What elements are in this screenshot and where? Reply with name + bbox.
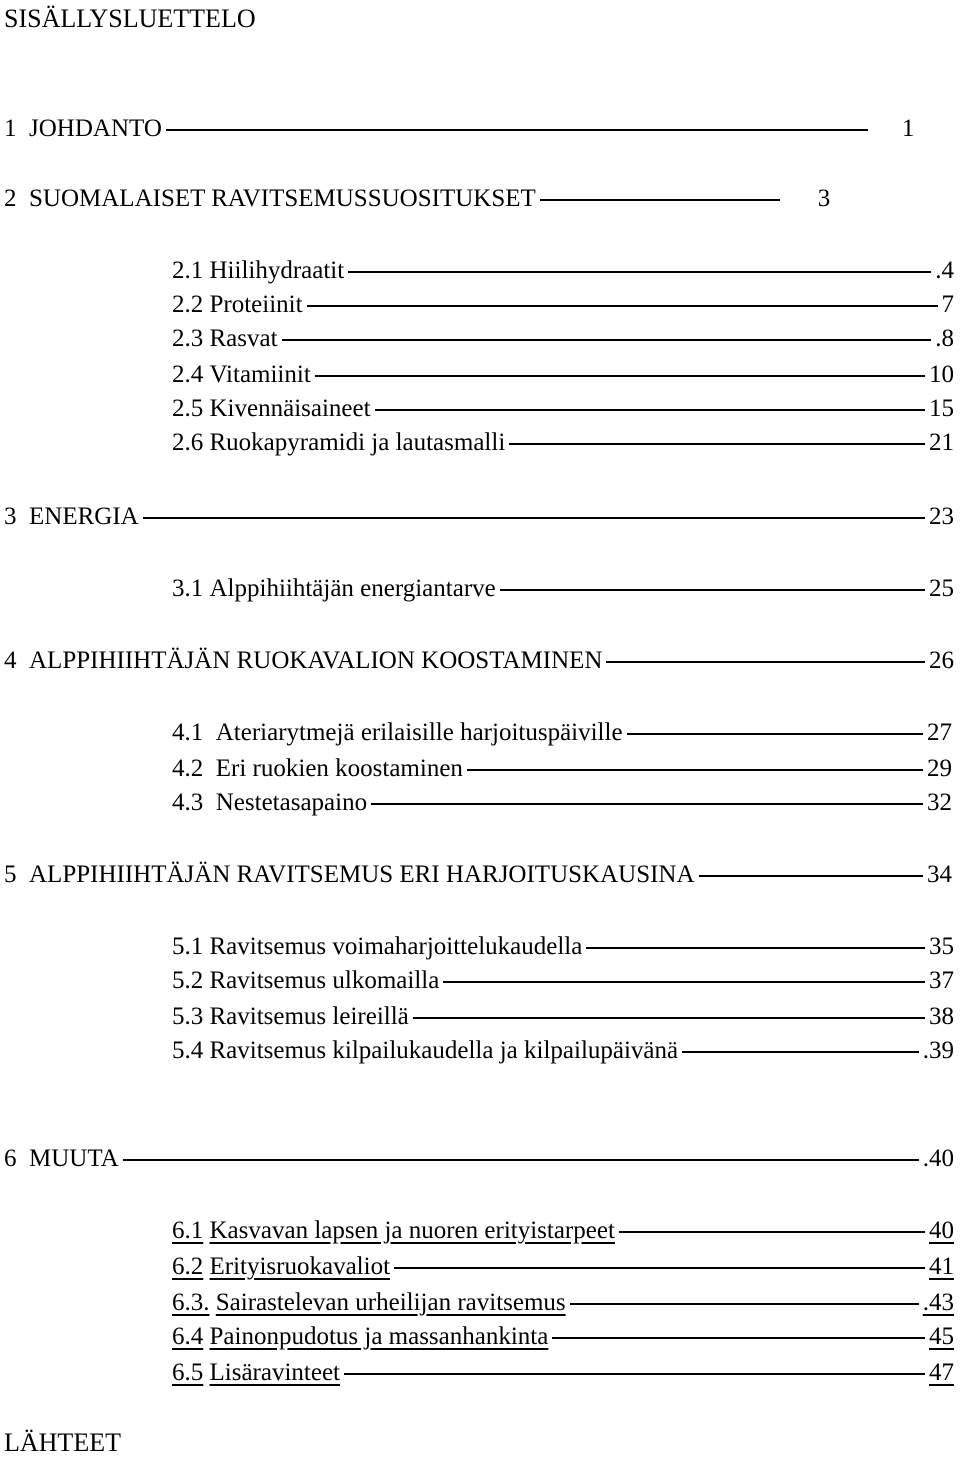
dot-leader xyxy=(467,769,923,771)
entry-number: 6.2 xyxy=(172,1253,204,1280)
toc-entry-5-2[interactable] xyxy=(172,968,954,993)
toc-heading: SISÄLLYSLUETTELO xyxy=(4,4,256,33)
entry-number: 2.1 xyxy=(172,257,204,284)
entry-number: 3.1 xyxy=(172,575,204,602)
entry-title: Ravitsemus ulkomailla xyxy=(209,967,440,994)
entry-title: Alppihiihtäjän energiantarve xyxy=(209,575,496,602)
entry-page: .43 xyxy=(922,1289,954,1316)
entry-page: .39 xyxy=(922,1037,954,1064)
toc-entry-4-3[interactable] xyxy=(172,790,952,815)
toc-entry-5-4[interactable] xyxy=(172,1038,954,1063)
entry-page: 37 xyxy=(929,967,954,994)
toc-entry-1[interactable] xyxy=(4,116,956,141)
entry-page: 7 xyxy=(941,291,954,318)
entry-number: 2.2 xyxy=(172,291,204,318)
entry-number: 5.1 xyxy=(172,933,204,960)
entry-title: Eri ruokien koostaminen xyxy=(215,755,463,782)
entry-page: 45 xyxy=(929,1323,954,1350)
entry-page: .4 xyxy=(935,257,954,284)
dot-leader xyxy=(282,339,932,341)
dot-leader xyxy=(540,199,780,201)
dot-leader xyxy=(371,803,923,805)
entry-title: Ravitsemus voimaharjoittelukaudella xyxy=(209,933,583,960)
toc-entry-2-2[interactable] xyxy=(172,292,954,317)
entry-title: MUUTA xyxy=(29,1145,119,1172)
toc-entry-5-1[interactable] xyxy=(172,934,954,959)
toc-entry-2-6[interactable] xyxy=(172,430,954,455)
entry-number: 4.1 xyxy=(172,719,204,746)
dot-leader xyxy=(394,1267,925,1269)
toc-entry-2-3[interactable] xyxy=(172,326,954,351)
dot-leader xyxy=(315,375,925,377)
entry-page: 1 xyxy=(901,115,915,142)
entry-page: 15 xyxy=(929,395,954,422)
toc-entry-2-5[interactable] xyxy=(172,396,954,421)
entry-title: Ruokapyramidi ja lautasmalli xyxy=(209,429,506,456)
entry-number: 4.3 xyxy=(172,789,204,816)
toc-entry-6[interactable] xyxy=(4,1146,954,1171)
toc-entry-6-1[interactable] xyxy=(172,1218,954,1243)
entry-number: 4.2 xyxy=(172,755,204,782)
entry-page: 35 xyxy=(929,933,954,960)
entry-title: Kivennäisaineet xyxy=(209,395,371,422)
entry-page: 26 xyxy=(929,647,954,674)
entry-title: Kasvavan lapsen ja nuoren erityistarpeet xyxy=(209,1217,615,1244)
entry-page: 3 xyxy=(817,185,831,212)
entry-number: 2.4 xyxy=(172,361,204,388)
toc-entry-4[interactable] xyxy=(4,648,954,673)
toc-entry-3-1[interactable] xyxy=(172,576,954,601)
dot-leader xyxy=(307,305,938,307)
entry-number: 1 xyxy=(4,115,17,142)
entry-number: 5.4 xyxy=(172,1037,204,1064)
toc-entry-2-1[interactable] xyxy=(172,258,954,283)
entry-number: 2.6 xyxy=(172,429,204,456)
dot-leader xyxy=(619,1231,925,1233)
entry-number: 5 xyxy=(4,861,17,888)
toc-entry-5[interactable] xyxy=(4,862,952,887)
toc-entry-2[interactable] xyxy=(4,186,956,211)
entry-page: 32 xyxy=(927,789,952,816)
toc-entry-4-1[interactable] xyxy=(172,720,952,745)
entry-title: ALPPIHIIHTÄJÄN RUOKAVALION KOOSTAMINEN xyxy=(29,647,603,674)
dot-leader xyxy=(682,1051,919,1053)
entry-title: Nestetasapaino xyxy=(215,789,368,816)
toc-entry-5-3[interactable] xyxy=(172,1004,954,1029)
entry-page: 23 xyxy=(929,503,954,530)
toc-entry-6-4[interactable] xyxy=(172,1324,954,1349)
entry-page: .8 xyxy=(935,325,954,352)
entry-number: 6 xyxy=(4,1145,17,1172)
dot-leader xyxy=(570,1303,919,1305)
entry-title: Erityisruokavaliot xyxy=(209,1253,391,1280)
entry-page: 10 xyxy=(929,361,954,388)
dot-leader xyxy=(375,409,925,411)
entry-page: 40 xyxy=(929,1217,954,1244)
references-heading: LÄHTEET xyxy=(4,1428,121,1457)
entry-title: JOHDANTO xyxy=(29,115,162,142)
dot-leader xyxy=(166,129,868,131)
dot-leader xyxy=(123,1159,919,1161)
toc-entry-2-4[interactable] xyxy=(172,362,954,387)
entry-title: Sairastelevan urheilijan ravitsemus xyxy=(215,1289,566,1316)
entry-page: .40 xyxy=(922,1145,954,1172)
dot-leader xyxy=(699,875,923,877)
toc-entry-6-2[interactable] xyxy=(172,1254,954,1279)
entry-title: Ravitsemus leireillä xyxy=(209,1003,409,1030)
entry-number: 3 xyxy=(4,503,17,530)
entry-title: Ravitsemus kilpailukaudella ja kilpailupäivänä xyxy=(209,1037,679,1064)
dot-leader xyxy=(348,271,931,273)
toc-entry-4-2[interactable] xyxy=(172,756,952,781)
entry-page: 27 xyxy=(927,719,952,746)
entry-page: 47 xyxy=(929,1359,954,1386)
entry-title: Vitamiinit xyxy=(209,361,311,388)
entry-title: Painonpudotus ja massanhankinta xyxy=(209,1323,549,1350)
dot-leader xyxy=(586,947,925,949)
entry-title: ENERGIA xyxy=(29,503,139,530)
dot-leader xyxy=(143,517,925,519)
entry-number: 6.5 xyxy=(172,1359,204,1386)
entry-title: Ateriarytmejä erilaisille harjoituspäiville xyxy=(215,719,623,746)
entry-title: Proteiinit xyxy=(209,291,303,318)
entry-number: 2 xyxy=(4,185,17,212)
entry-page: 29 xyxy=(927,755,952,782)
dot-leader xyxy=(552,1337,925,1339)
toc-entry-6-3[interactable] xyxy=(172,1290,954,1315)
entry-title: Rasvat xyxy=(209,325,278,352)
entry-number: 6.3. xyxy=(172,1289,210,1316)
dot-leader xyxy=(606,661,925,663)
dot-leader xyxy=(413,1017,925,1019)
entry-title: Lisäravinteet xyxy=(209,1359,340,1386)
dot-leader xyxy=(443,981,925,983)
entry-number: 2.5 xyxy=(172,395,204,422)
dot-leader xyxy=(509,443,925,445)
entry-page: 21 xyxy=(929,429,954,456)
entry-number: 2.3 xyxy=(172,325,204,352)
entry-number: 4 xyxy=(4,647,17,674)
entry-page: 41 xyxy=(929,1253,954,1280)
entry-title: Hiilihydraatit xyxy=(209,257,345,284)
entry-title: SUOMALAISET RAVITSEMUSSUOSITUKSET xyxy=(29,185,536,212)
entry-page: 25 xyxy=(929,575,954,602)
entry-page: 38 xyxy=(929,1003,954,1030)
entry-number: 6.4 xyxy=(172,1323,204,1350)
toc-entry-3[interactable] xyxy=(4,504,954,529)
entry-title: ALPPIHIIHTÄJÄN RAVITSEMUS ERI HARJOITUSKAUSINA xyxy=(29,861,695,888)
entry-number: 6.1 xyxy=(172,1217,204,1244)
dot-leader xyxy=(627,733,923,735)
entry-number: 5.2 xyxy=(172,967,204,994)
dot-leader xyxy=(500,589,925,591)
entry-number: 5.3 xyxy=(172,1003,204,1030)
entry-page: 34 xyxy=(927,861,952,888)
dot-leader xyxy=(344,1373,925,1375)
toc-entry-6-5[interactable] xyxy=(172,1360,954,1385)
